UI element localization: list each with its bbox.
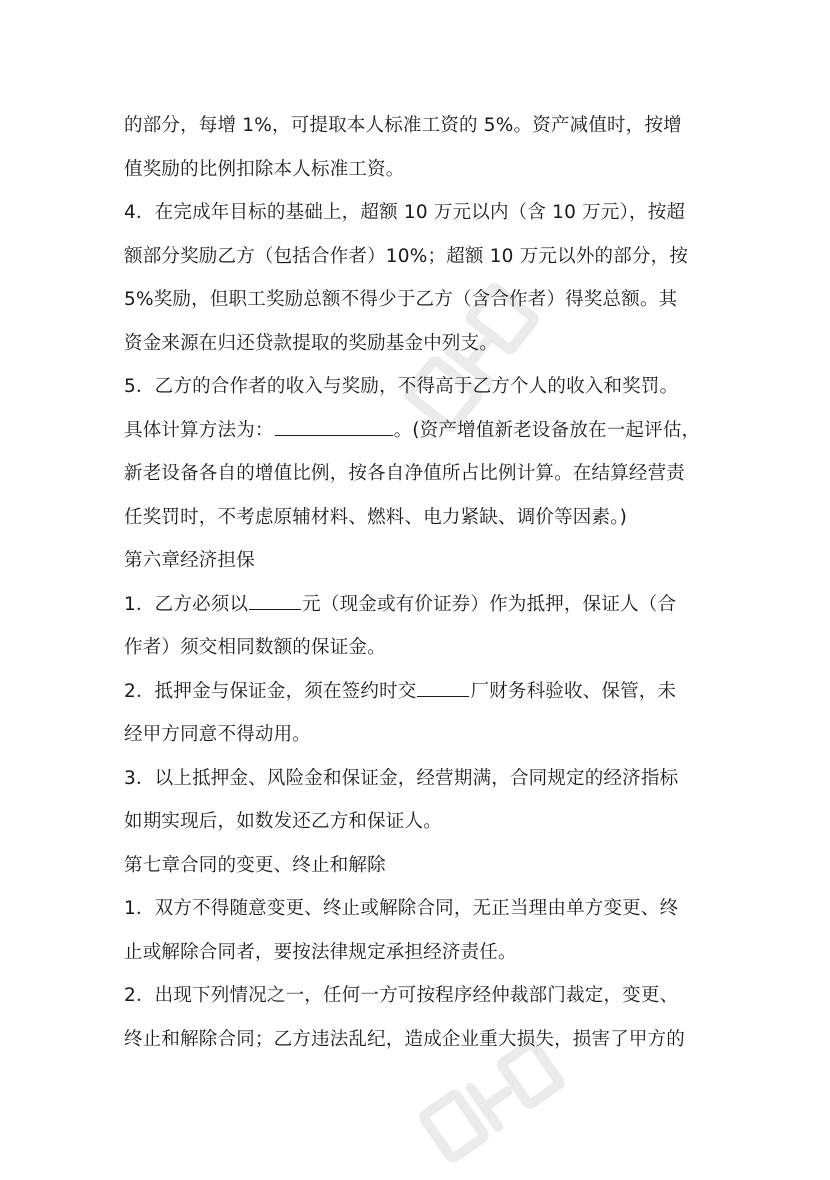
text-line: 任奖罚时，不考虑原辅材料、燃料、电力紧缺、调价等因素。) <box>124 506 628 528</box>
text-line: 5．乙方的合作者的收入与奖励，不得高于乙方个人的收入和奖罚。 <box>124 376 679 397</box>
text-segment: 1．乙方必须以 <box>124 593 249 615</box>
text-line: 5%奖励，但职工奖励总额不得少于乙方（含合作者）得奖总额。其 <box>124 289 678 310</box>
text-line: 终止和解除合同；乙方违法乱纪，造成企业重大损失，损害了甲方的 <box>124 1028 686 1050</box>
text-line: 如期实现后，如数发还乙方和保证人。 <box>124 811 442 832</box>
text-line-with-blank <box>124 670 710 714</box>
text-line: 新老设备各自的增值比例，按各自净值所占比例计算。在结算经营责 <box>124 463 686 484</box>
text-line: 1．双方不得随意变更、终止或解除合同，无正当理由单方变更、终 <box>124 898 679 919</box>
fill-in-blank[interactable] <box>275 413 393 436</box>
chapter-heading: 第六章经济担保 <box>124 550 255 571</box>
text-line: 经甲方同意不得动用。 <box>124 724 312 745</box>
text-line: 3．以上抵押金、风险金和保证金，经营期满，合同规定的经济指标 <box>124 767 679 789</box>
text-line: 止或解除合同者，要按法律规定承担经济责任。 <box>124 941 517 963</box>
text-line-with-blank <box>124 583 710 627</box>
text-line: 额部分奖励乙方（包括合作者）10%；超额 10 万元以外的部分，按 <box>124 245 689 267</box>
document-body <box>124 104 710 1061</box>
text-line: 4．在完成年目标的基础上，超额 10 万元以内（含 10 万元），按超 <box>124 202 686 223</box>
text-segment: 元（现金或有价证券）作为抵押，保证人（合 <box>302 593 677 615</box>
text-line-with-blank <box>124 409 710 453</box>
fill-in-blank[interactable] <box>417 674 469 697</box>
text-line: 2．出现下列情况之一，任何一方可按程序经仲裁部门裁定，变更、 <box>124 985 679 1006</box>
text-line: 值奖励的比例扣除本人标准工资。 <box>124 158 405 180</box>
text-line: 的部分，每增 1%，可提取本人标准工资的 5%。资产减值时，按增 <box>124 115 682 136</box>
text-segment: 厂财务科验收、保管，未 <box>470 680 677 702</box>
text-line: 作者）须交相同数额的保证金。 <box>124 637 386 658</box>
text-segment: 。(资产增值新老设备放在一起评估， <box>393 419 701 441</box>
chapter-heading: 第七章合同的变更、终止和解除 <box>124 854 386 876</box>
text-segment: 具体计算方法为： <box>124 419 274 441</box>
text-segment: 2．抵押金与保证金，须在签约时交 <box>124 680 417 702</box>
text-line: 资金来源在归还贷款提取的奖励基金中列支。 <box>124 332 499 354</box>
fill-in-blank[interactable] <box>249 587 301 610</box>
